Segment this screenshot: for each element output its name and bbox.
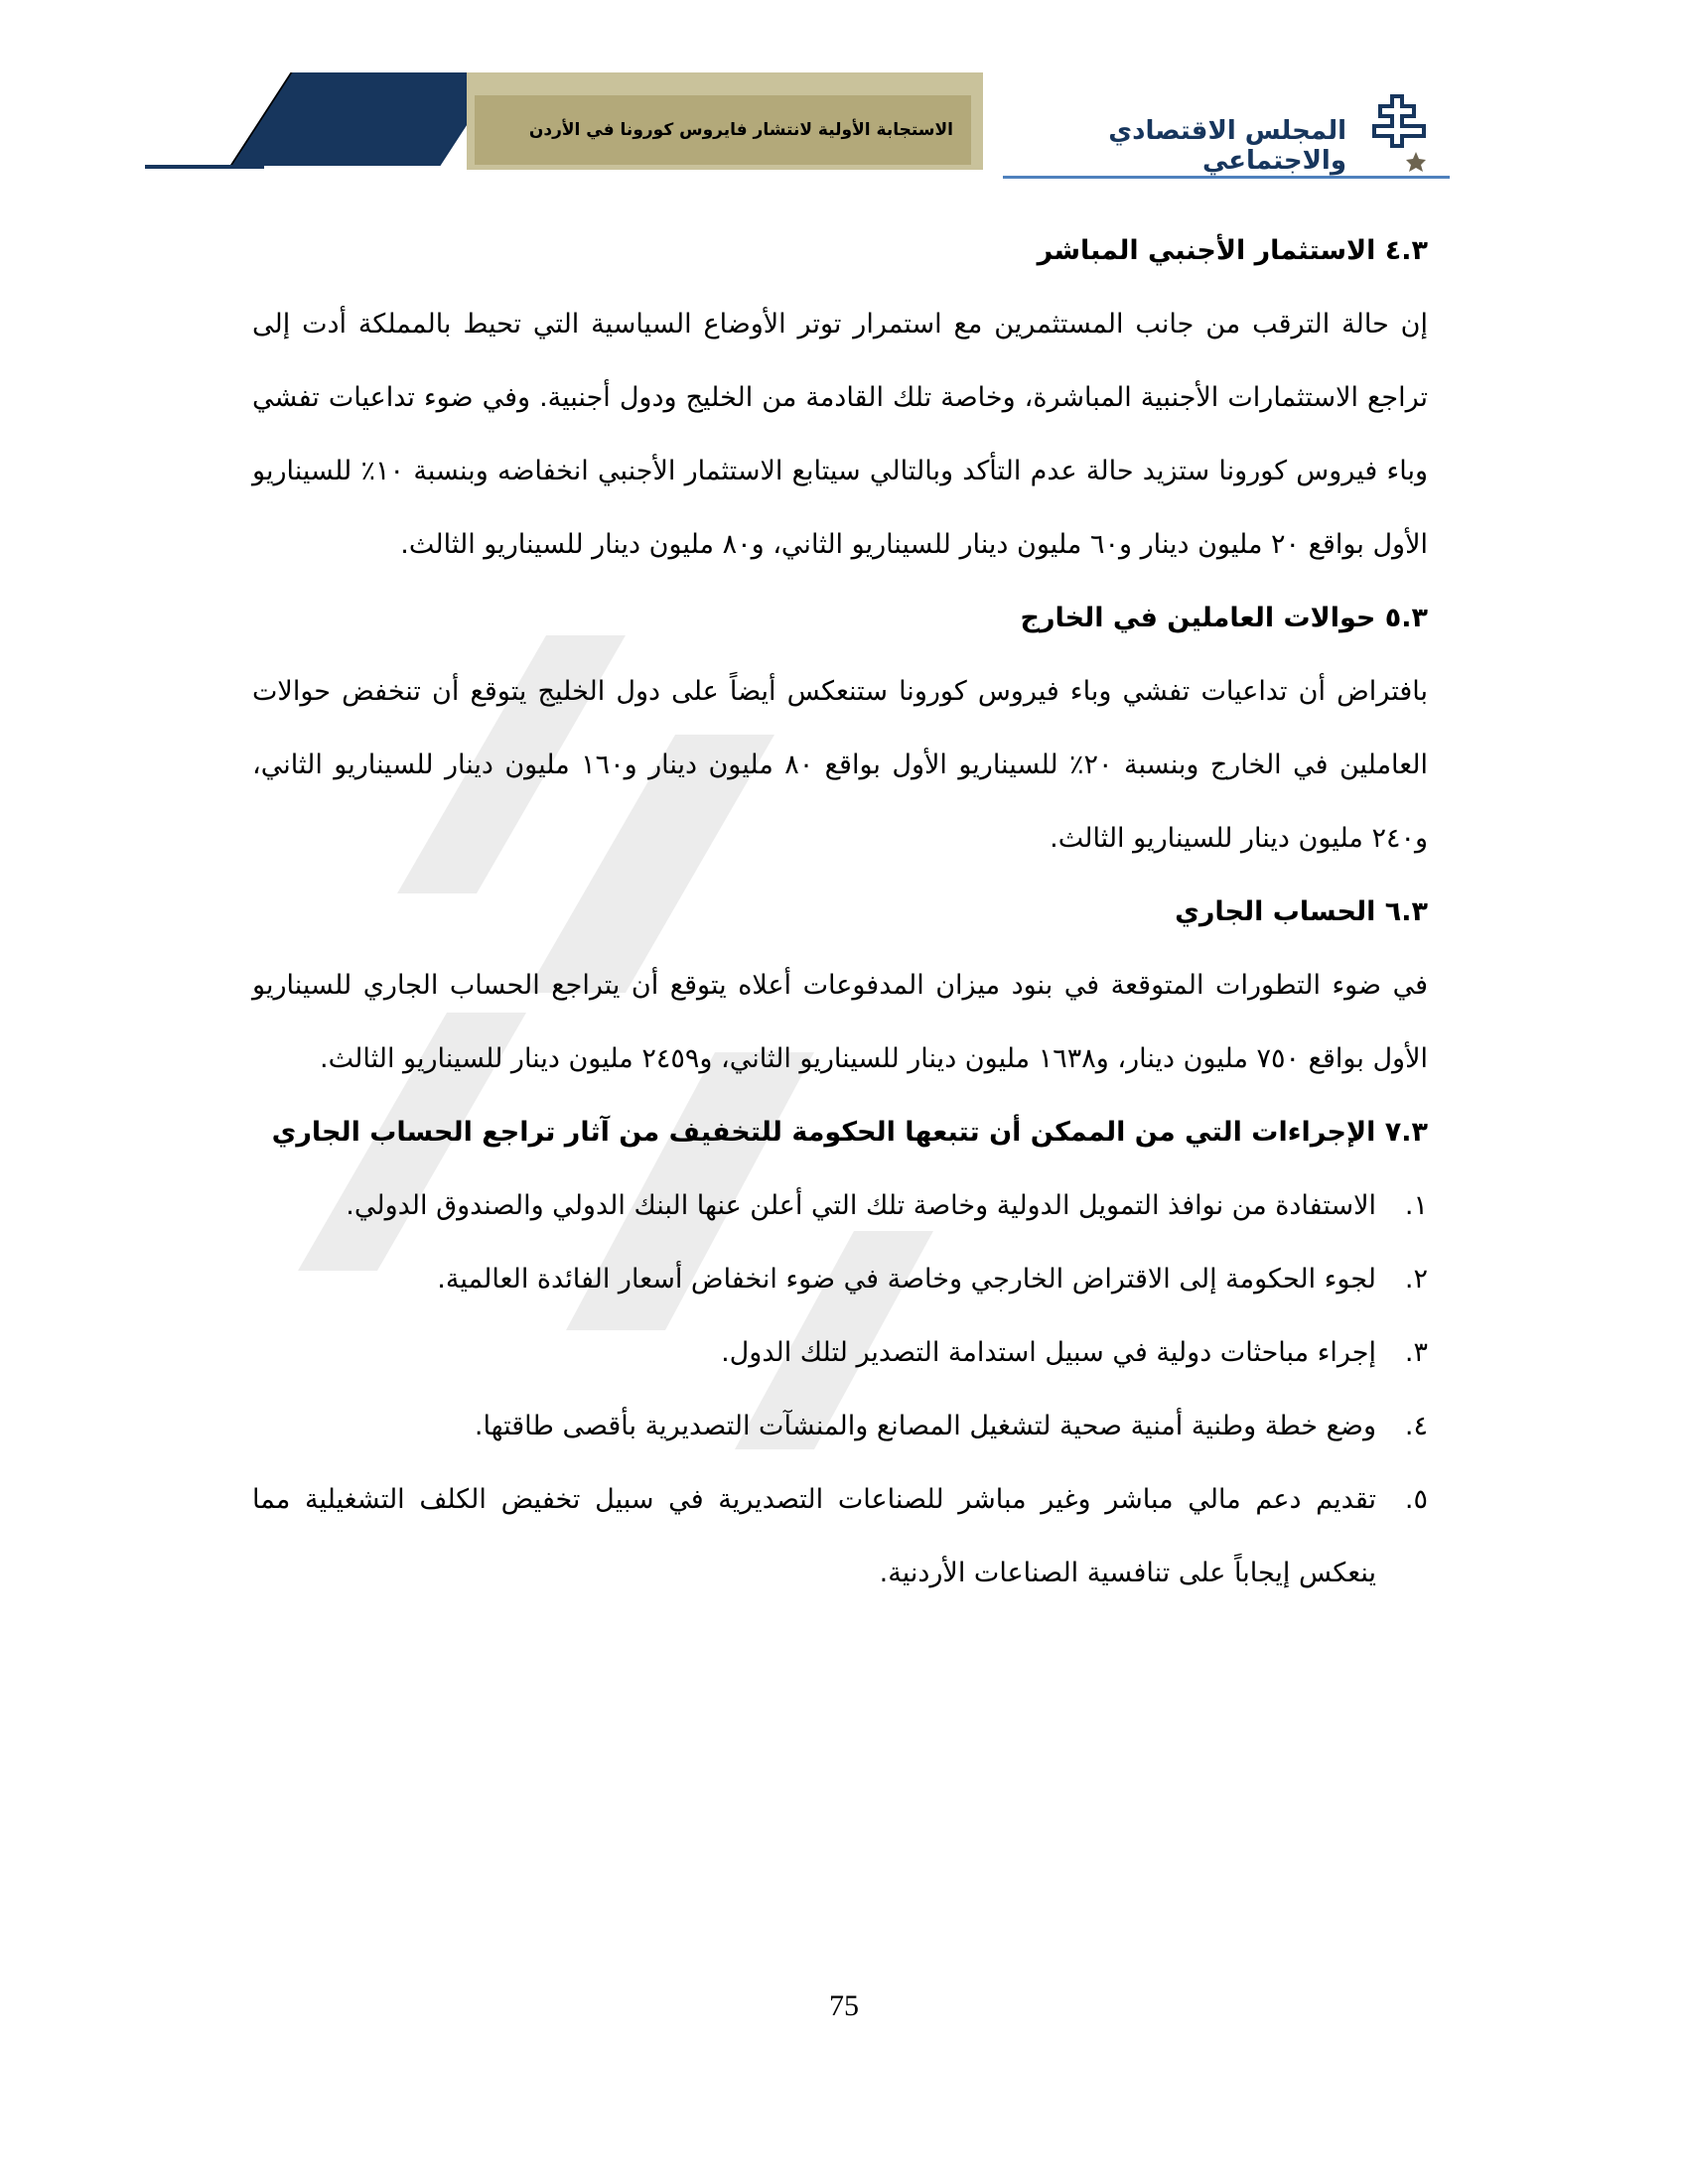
section-paragraph: بافتراض أن تداعيات تفشي وباء فيروس كورونا ستنعكس أيضاً على دول الخليج يتوقع أن تنخفض حوالات العاملين في الخارج وبنسبة ٢٠٪ للسيناريو الأول بواقع ٨٠ مليون دينار و١٦٠ مليون دينار للسيناريو الثاني، و٢٤٠ مليون دينار للسيناريو الثالث. [252,676,1429,854]
header-blue-rule [1003,176,1450,179]
section-heading: ٧.٣ الإجراءات التي من الممكن أن تتبعها الحكومة للتخفيف من آثار تراجع الحساب الجاري [271,1117,1428,1148]
header-navy-shape [229,72,500,166]
list-text: الاستفادة من نوافذ التمويل الدولية وخاصة تلك التي أعلن عنها البنك الدولي والصندوق الدولي. [346,1190,1376,1221]
section-current-account [252,876,1428,1096]
list-number: ٤. [1404,1411,1428,1441]
list-item [252,1169,1428,1243]
section-remittances [252,582,1428,876]
list-number: ٥. [1404,1484,1428,1515]
page-header [0,0,1688,189]
header-title-box [475,95,971,165]
list-item [252,1463,1428,1610]
section-heading: ٤.٣ الاستثمار الأجنبي المباشر [1037,235,1428,266]
list-text: لجوء الحكومة إلى الاقتراض الخارجي وخاصة في ضوء انخفاض أسعار الفائدة العالمية. [437,1264,1376,1295]
section-heading: ٦.٣ الحساب الجاري [1175,896,1428,927]
list-number: ٢. [1404,1264,1428,1295]
list-number: ٣. [1404,1337,1428,1368]
measures-list [252,1169,1428,1610]
section-paragraph: إن حالة الترقب من جانب المستثمرين مع استمرار توتر الأوضاع السياسية التي تحيط بالمملكة أدت إلى تراجع الاستثمارات الأجنبية المباشرة، وخاصة تلك القادمة من الخليج ودول أجنبية. وفي ضوء تداعيات تفشي وباء فيروس كورونا ستزيد حالة عدم التأكد وبالتالي سيتابع الاستثمار الأجنبي انخفاضه وبنسبة ١٠٪ للسيناريو الأول بواقع ٢٠ مليون دينار و٦٠ مليون دينار للسيناريو الثاني، و٨٠ مليون دينار للسيناريو الثالث. [252,309,1428,560]
list-item [252,1243,1428,1316]
section-fdi [252,214,1428,582]
list-item [252,1390,1428,1463]
list-text: إجراء مباحثات دولية في سبيل استدامة التصدير لتلك الدول. [721,1337,1376,1368]
list-number: ١. [1404,1190,1428,1221]
list-text: تقديم دعم مالي مباشر وغير مباشر للصناعات التصديرية في سبيل تخفيض الكلف التشغيلية مما ينعكس إيجاباً على تنافسية الصناعات الأردنية. [252,1484,1376,1588]
organization-logo [1003,94,1450,179]
document-body [252,214,1428,1610]
header-navy-rule [145,165,264,169]
organization-name: المجلس الاقتصادي والاجتماعي [1108,116,1346,176]
council-emblem-icon [1372,94,1432,174]
page-number: 75 [829,1989,859,2022]
list-text: وضع خطة وطنية أمنية صحية لتشغيل المصانع والمنشآت التصديرية بأقصى طاقتها. [474,1411,1376,1441]
section-government-measures [252,1096,1428,1610]
list-item [252,1316,1428,1390]
section-paragraph: في ضوء التطورات المتوقعة في بنود ميزان المدفوعات أعلاه يتوقع أن يتراجع الحساب الجاري للسيناريو الأول بواقع ٧٥٠ مليون دينار، و١٦٣٨ مليون دينار للسيناريو الثاني، و٢٤٥٩ مليون دينار للسيناريو الثالث. [252,970,1428,1074]
section-heading: ٥.٣ حوالات العاملين في الخارج [1020,603,1428,633]
header-title: الاستجابة الأولية لانتشار فايروس كورونا في الأردن [528,120,953,140]
